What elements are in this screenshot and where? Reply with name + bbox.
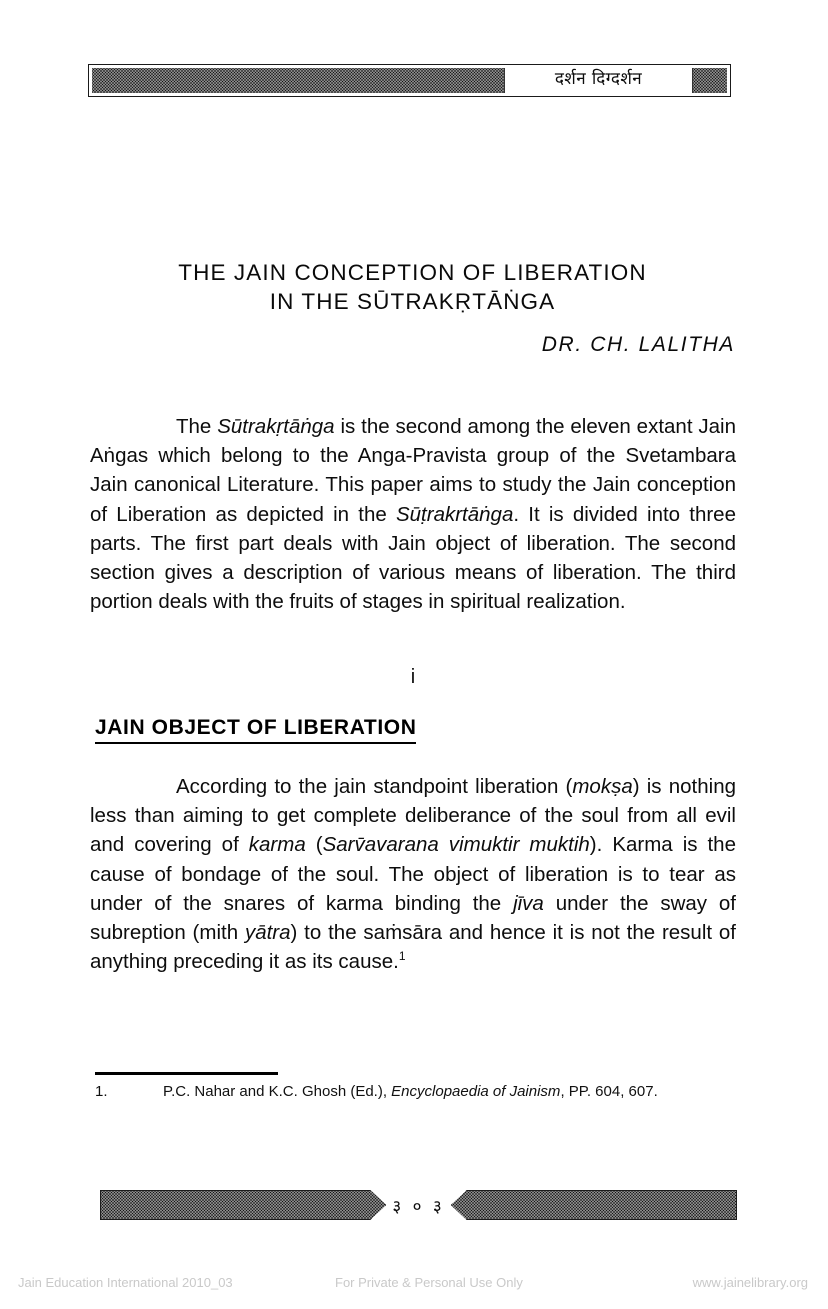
sec-italic-5: yātra (244, 921, 291, 945)
footer-stipple-right (451, 1190, 737, 1220)
section-marker: i (410, 666, 416, 688)
watermark-left: Jain Education International 2010_03 (18, 1275, 233, 1290)
header-stipple-right (692, 68, 727, 93)
section-paragraph (90, 772, 736, 976)
page-number: ३ ० ३ (392, 1196, 445, 1217)
page-footer-band (100, 1190, 737, 1220)
scan-watermark (0, 1272, 828, 1294)
sec-italic-4: jīva (513, 891, 544, 915)
page-header-band (88, 64, 731, 97)
footnote-reference-1: 1 (398, 949, 406, 964)
footer-stipple-left (100, 1190, 386, 1220)
footnote-separator-rule (95, 1072, 278, 1075)
footer-stipple-right-fill (451, 1190, 737, 1220)
footnote-run-2: , PP. 604, 607. (560, 1083, 658, 1100)
header-stipple-left (92, 68, 505, 93)
running-title: दर्शन दिग्दर्शन (554, 69, 643, 89)
intro-paragraph (90, 412, 736, 616)
footnote-text (163, 1082, 740, 1102)
footnote-number: 1. (95, 1083, 108, 1100)
sec-run-5: under the sway of subreption (mith (90, 891, 736, 945)
sec-italic-3: Sarv̄avarana vimuktir muktih (322, 833, 590, 857)
intro-italic-2: Sūṭrakrtāṅga (395, 502, 514, 526)
intro-italic-1: Sūtrakṛtāṅga (217, 415, 335, 438)
sec-run-3: ( (305, 833, 323, 857)
header-title-gap (505, 65, 692, 96)
intro-run-2: is the second among the eleven extant Jain Aṅgas which belong to the Anga-Pravista group of the Svetambara Jain canonical Literature. This paper aims to study the Jain conception of Liberation as depicted in the (90, 415, 736, 526)
footer-stipple-left-fill (100, 1190, 386, 1220)
intro-run-3: . It is divided into three parts. The first part deals with Jain object of liberation. The second section gives a description of various means of liberation. The third portion deals with the fruits of stages in spiritual realization. (90, 502, 736, 614)
author-byline: DR. CH. LALITHA (541, 333, 735, 356)
sec-run-2: ) is nothing less than aiming to get complete deliberance of the soul from all evil and covering of (90, 775, 736, 857)
section-heading: JAIN OBJECT OF LIBERATION (95, 716, 416, 744)
sec-run-4: ). Karma is the cause of bondage of the soul. The object of liberation is to tear as under of the snares of karma binding the (90, 833, 736, 915)
sec-italic-1: mokṣa (572, 775, 633, 798)
footnote-entry (95, 1082, 740, 1102)
sec-run-1: According to the jain standpoint liberation ( (176, 775, 573, 798)
sec-italic-2: karma (248, 833, 306, 857)
article-title (90, 258, 735, 316)
title-line-2: IN THE SŪTRAKṚTĀṄGA (269, 289, 556, 314)
section-paragraph-block (90, 772, 736, 976)
footnote-italic-1: Encyclopaedia of Jainism (391, 1083, 561, 1100)
sec-run-6: ) to the saṁsāra and hence it is not the result of anything preceding it as its cause. (90, 921, 736, 974)
intro-run-1: The (176, 415, 218, 438)
footnote-run-1: P.C. Nahar and K.C. Ghosh (Ed.), (163, 1083, 392, 1100)
watermark-middle: For Private & Personal Use Only (335, 1275, 523, 1290)
watermark-right: www.jainelibrary.org (692, 1275, 808, 1290)
intro-paragraph-block (90, 412, 736, 616)
title-line-1: THE JAIN CONCEPTION OF LIBERATION (178, 260, 647, 285)
